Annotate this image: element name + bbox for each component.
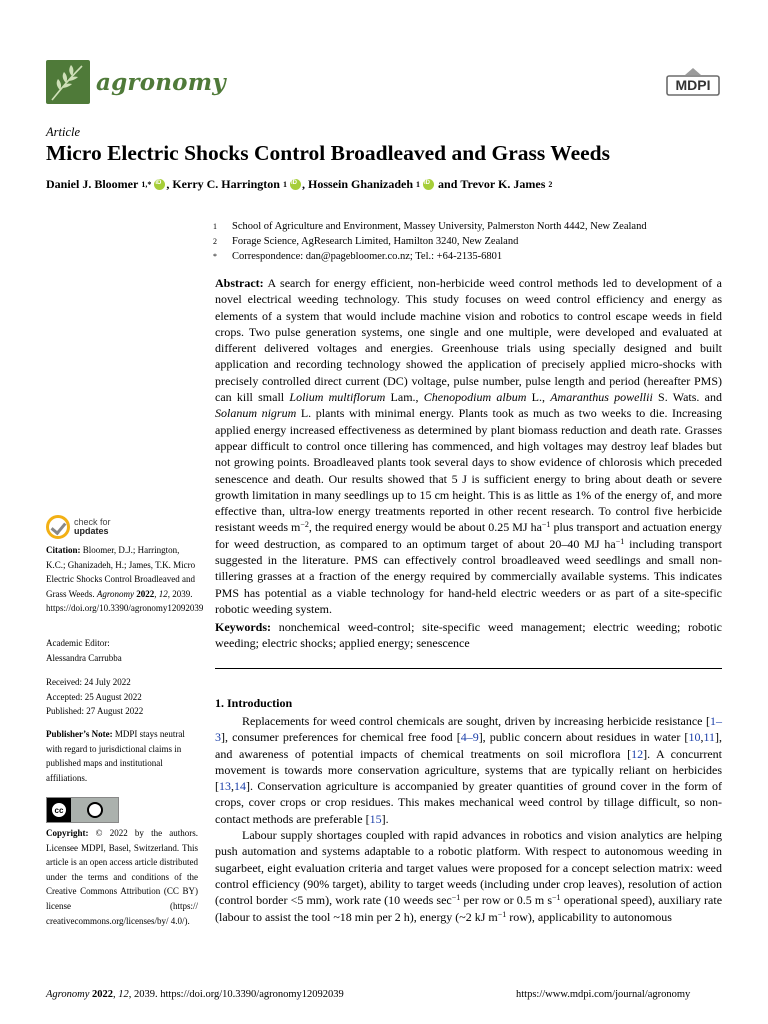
text-run: ], public concern about residues in water [ bbox=[478, 730, 689, 745]
affiliation-row bbox=[213, 219, 647, 234]
text-run: 2022 bbox=[136, 588, 155, 599]
intro-heading: 1. Introduction bbox=[215, 696, 293, 710]
editor-name: Alessandra Carrubba bbox=[46, 652, 122, 663]
text-run: , bbox=[700, 730, 704, 745]
journal-name[interactable]: agronomy bbox=[96, 68, 226, 96]
text-run: Bloomer, D.J.; Harrington, K.C.; Ghanizadeh, H.; James, T.K. Micro Electric Shocks Control Broadleaved and Grass Weeds. bbox=[46, 545, 196, 599]
text-run: 12 bbox=[158, 588, 168, 599]
mdpi-logo-icon[interactable] bbox=[665, 67, 721, 97]
text-run: ], and awareness of potential impacts of chemical treatments on soil microflora [ bbox=[215, 730, 722, 761]
journal-logo bbox=[46, 60, 226, 104]
text-run: −1 bbox=[541, 520, 551, 530]
text-run: Labour supply shortages coupled with rapid advances in robotics and vision analytics are helping push automation and systems adaptable to a robotic platform. With respect to autonomous weeding in sugarbeet, eight evaluation criteria and target values were proposed for a concept selection matrix: weed control efficiency (90% target), ability to target weeds (including under crop leaves), resolution of action (control border <5 mm), work rate (10 weeds sec bbox=[215, 828, 722, 908]
text-run: , bbox=[231, 779, 234, 794]
footer-doi: , 2039. https://doi.org/10.3390/agronomy12092039 bbox=[128, 989, 344, 1000]
publisher-note bbox=[46, 727, 198, 785]
text-run: Solanum nigrum bbox=[215, 406, 297, 421]
copyright-label: Copyright: bbox=[46, 828, 89, 838]
reference-link[interactable]: 11 bbox=[703, 730, 715, 745]
publication-dates bbox=[46, 675, 198, 719]
keywords-label: Keywords: bbox=[215, 620, 271, 634]
citation-text[interactable] bbox=[46, 545, 203, 613]
text-run: L. plants with minimal energy. Plants took as much as two weeks to die. Increasing applied energy increased effectiveness as determined by plant biomass reduction and death rate. Grasses appear difficult to control once tillering has commenced, and high voltages may destroy leaf blades but not growing points. Broadleaved plants took several days to show evidence of chlorosis which preceded senescence and death. Our results showed that 5 J is sufficient energy to bring about death or severe growth limitation in many seedlings up to 15 cm height. This is as little as 1% of the energy of, and more effective than, ultra-low energy treatments reported in other recent research. To control five herbicide resistant weeds m bbox=[215, 406, 723, 535]
affiliation-row bbox=[213, 249, 647, 264]
keywords-text: nonchemical weed-control; site-specific weed management; electric weeding; robotic weeding; electric shocks; applied energy; senescence bbox=[215, 620, 722, 651]
section-divider bbox=[215, 668, 722, 669]
check-updates-icon bbox=[46, 515, 70, 539]
abstract-label: Abstract: bbox=[215, 276, 264, 290]
footer-volume: 12 bbox=[118, 989, 129, 1000]
journal-url-link[interactable]: https://www.mdpi.com/journal/agronomy bbox=[516, 989, 691, 1000]
text-run: Chenopodium album bbox=[423, 390, 527, 405]
article-type: Article bbox=[46, 125, 81, 139]
text-run: Replacements for weed control chemicals are sought, driven by increasing herbicide resistance [ bbox=[242, 714, 710, 728]
text-run: plus transport and actuation energy for weed destruction, as compared to an optimum target of about 20–40 MJ ha bbox=[215, 520, 722, 551]
affiliation-mark: * bbox=[213, 252, 217, 261]
published-date: Published: 27 August 2022 bbox=[46, 706, 144, 717]
reference-link[interactable]: 4–9 bbox=[460, 730, 479, 745]
orcid-icon[interactable] bbox=[154, 179, 165, 190]
orcid-icon[interactable] bbox=[423, 179, 434, 190]
check-for-updates-button[interactable] bbox=[46, 515, 111, 539]
footer-year: 2022 bbox=[91, 989, 113, 1000]
text-run: −1 bbox=[497, 909, 507, 919]
text-run: Lolium multiflorum bbox=[289, 390, 386, 405]
publisher-note-label: Publisher’s Note: bbox=[46, 729, 113, 739]
text-run: ]. bbox=[381, 811, 389, 826]
reference-link[interactable]: 12 bbox=[631, 746, 644, 761]
reference-link[interactable]: 1–3 bbox=[215, 714, 722, 745]
academic-editor bbox=[46, 636, 198, 665]
footer-journal: Agronomy bbox=[46, 989, 90, 1000]
affiliation-text: Correspondence: dan@pagebloomer.co.nz; Tel.: +64-2135-6801 bbox=[232, 251, 503, 262]
text-run: L., bbox=[526, 390, 551, 405]
text-run: ], consumer preferences for chemical free food [ bbox=[221, 730, 461, 745]
publisher-note-text: MDPI stays neutral with regard to jurisdictional claims in published maps and institutional affiliations. bbox=[46, 729, 185, 783]
copyright bbox=[46, 826, 198, 928]
author-list: Daniel J. Bloomer 1,* iD , Kerry C. Harrington 1 iD , Hossein Ghanizadeh 1 iD and Trevor K. James 2 bbox=[46, 177, 552, 192]
abstract bbox=[215, 275, 722, 617]
orcid-icon[interactable] bbox=[290, 179, 301, 190]
text-run: ]. Conservation agriculture is accompanied by greater quantities of ground cover in the form of crops, cover crops or crop residues. This makes mechanical weed control by tillage difficult, so non-contact methods are preferable [ bbox=[215, 779, 722, 826]
author-name[interactable]: Trevor K. James bbox=[460, 177, 546, 191]
text-run: −1 bbox=[451, 893, 461, 903]
footer-citation[interactable]: Agronomy 2022, 12, 2039. https://doi.org/10.3390/agronomy12092039 bbox=[46, 989, 344, 1000]
text-run: operational speed), auxiliary rate (labour to assist the tool ~18 min per 2 h), energy (~2 kJ m bbox=[215, 893, 723, 924]
citation bbox=[46, 543, 204, 616]
editor-label: Academic Editor: bbox=[46, 638, 110, 648]
affiliation-text: Forage Science, AgResearch Limited, Hamilton 3240, New Zealand bbox=[232, 236, 519, 247]
reference-link[interactable]: 15 bbox=[369, 811, 382, 826]
text-run: , the required energy would be about 0.25 MJ ha bbox=[308, 520, 542, 535]
wheat-logo-icon bbox=[46, 60, 90, 104]
reference-link[interactable]: 10 bbox=[688, 730, 701, 745]
affiliation-mark: 1 bbox=[213, 222, 217, 231]
affiliation-row bbox=[213, 234, 647, 249]
affiliation-mark: 2 bbox=[213, 237, 217, 246]
intro-paragraph bbox=[215, 713, 722, 827]
creative-commons-icon: cc bbox=[50, 801, 68, 819]
citation-label: Citation: bbox=[46, 545, 81, 555]
text-run: , 2039. https://doi.org/10.3390/agronomy12092039 bbox=[46, 588, 204, 614]
author-name[interactable]: Hossein Ghanizadeh bbox=[307, 177, 414, 191]
text-run: Agronomy bbox=[96, 588, 135, 599]
check-updates-line1: check for bbox=[74, 517, 111, 527]
accepted-date: Accepted: 25 August 2022 bbox=[46, 691, 142, 702]
mdpi-logo-text: MDPI bbox=[675, 77, 711, 93]
cc-by-license-badge[interactable] bbox=[46, 797, 119, 823]
text-run: row), applicability to autonomous bbox=[506, 909, 672, 924]
text-run: −1 bbox=[552, 893, 561, 903]
intro-paragraph bbox=[215, 827, 722, 925]
author-separator: and bbox=[435, 177, 461, 191]
text-run: A search for energy efficient, non-herbicide weed control methods led to development of a novel electrical weeding technology. This study focuses on weed control efficiency and energy as elements of a system that would include machine vision and robotics to control escape weeds in field crops. Two pulse generation systems, one single and one multiple, were developed and evaluated at different delivered voltages and energies. Greenhouse trials using specially designed and built application and recording technology showed the application of precisely applied micro-shocks with precisely controlled direct current (DC) voltage, pulse number, pulse length and period (hereafter PMS) can kill small bbox=[215, 276, 722, 405]
abstract-text bbox=[215, 276, 722, 616]
text-run: Lam., bbox=[385, 390, 424, 405]
author-separator: , bbox=[166, 177, 173, 191]
text-run: including transport suggested in the literature. PMS can effectively control broadleaved weed seedlings and small non-tillering grasses at a fraction of the energy required by commercially available systems. This indicates PMS has potential as a viable technology for hand-held electric weeders or as part of a site-specific robotic weeding system. bbox=[215, 536, 723, 616]
author-name[interactable]: Daniel J. Bloomer bbox=[46, 177, 139, 191]
text-run: ]. A concurrent movement is towards more conservation agriculture, systems that are typically reliant on herbicides [ bbox=[215, 746, 722, 794]
affiliations bbox=[213, 219, 647, 264]
text-run: , bbox=[154, 588, 159, 599]
check-updates-line2: updates bbox=[74, 526, 109, 536]
affiliation-text: School of Agriculture and Environment, Massey University, Palmerston North 4442, New Zealand bbox=[232, 221, 647, 232]
article-title: Micro Electric Shocks Control Broadleaved and Grass Weeds bbox=[46, 141, 610, 165]
text-run: per row or 0.5 m s bbox=[460, 893, 553, 908]
intro-body bbox=[215, 713, 722, 925]
author-name[interactable]: Kerry C. Harrington bbox=[172, 177, 280, 191]
text-run: Amaranthus powellii bbox=[550, 390, 653, 405]
text-run: −1 bbox=[615, 536, 625, 546]
copyright-text: © 2022 by the authors. Licensee MDPI, Basel, Switzerland. This article is an open access article distributed under the terms and conditions of the Creative Commons Attribution (CC BY) license (https:// creativecommons.org/licenses/by/ 4.0/). bbox=[46, 828, 198, 926]
author-separator: , bbox=[301, 177, 308, 191]
reference-link[interactable]: 14 bbox=[234, 779, 246, 794]
reference-link[interactable]: 13 bbox=[219, 779, 231, 794]
text-run: −2 bbox=[300, 520, 309, 530]
received-date: Received: 24 July 2022 bbox=[46, 677, 131, 687]
attribution-person-icon bbox=[87, 802, 103, 818]
text-run: S. Wats. and bbox=[652, 390, 722, 405]
keywords bbox=[215, 619, 722, 652]
